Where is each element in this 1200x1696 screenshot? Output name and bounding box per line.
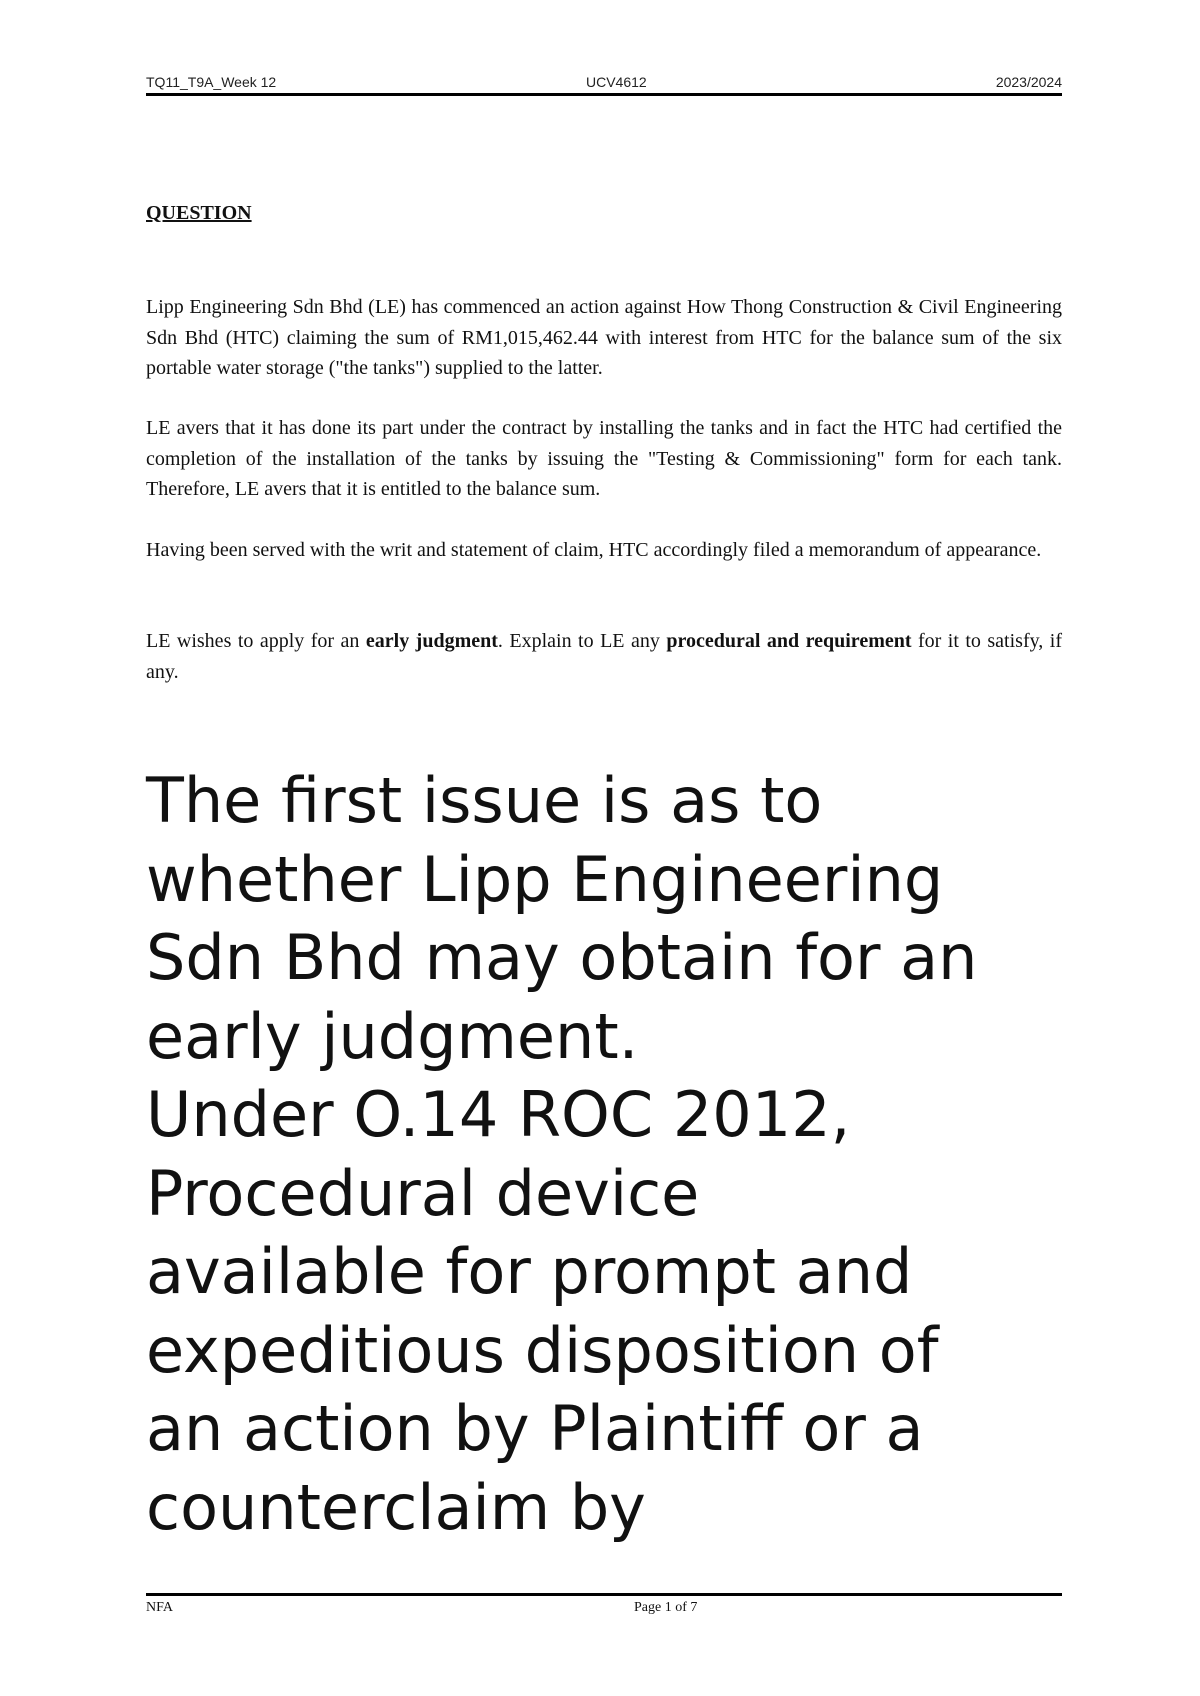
answer-line: available for prompt and <box>146 1235 913 1308</box>
question-paragraph-4 <box>146 626 1062 687</box>
question-heading: QUESTION <box>146 202 252 224</box>
header-divider <box>146 93 1062 96</box>
footer-page-number: Page 1 of 7 <box>634 1600 698 1615</box>
page-header <box>146 70 1062 94</box>
question-paragraph-1: Lipp Engineering Sdn Bhd (LE) has commenced an action against How Thong Construction & Civil Engineering Sdn Bhd (HTC) claiming the sum of RM1,015,462.44 with interest from HTC for the balance sum of the six portable water storage ("the tanks") supplied to the latter. <box>146 296 1062 379</box>
answer-text <box>146 762 1076 1547</box>
answer-line: an action by Plaintiff or a <box>146 1392 924 1465</box>
header-session: 2023/2024 <box>995 74 1062 90</box>
p4-text-e: for it to satisfy, if any. <box>146 630 1062 683</box>
p4-text-a: LE wishes to apply for an <box>146 630 366 652</box>
footer-divider <box>146 1593 1062 1596</box>
answer-line: Sdn Bhd may obtain for an <box>146 921 978 994</box>
header-subject-code: UCV4612 <box>586 74 647 90</box>
p4-bold-procedural: procedural and requirement <box>666 630 912 652</box>
p4-bold-early-judgment: early judgment <box>365 630 498 652</box>
p4-text-c: . Explain to LE any <box>497 630 667 652</box>
answer-line: Procedural device <box>146 1156 700 1230</box>
answer-line: whether Lipp Engineering <box>146 842 944 916</box>
question-paragraph-3: Having been served with the writ and statement of claim, HTC accordingly filed a memorandum of appearance. <box>146 539 1042 561</box>
question-paragraph-2: LE avers that it has done its part under the contract by installing the tanks and in fact the HTC had certified the completion of the installation of the tanks by issuing the "Testing & Commissioning" form for each tank. Therefore, LE avers that it is entitled to the balance sum. <box>146 417 1062 500</box>
header-course-code: TQ11_T9A_Week 12 <box>146 74 277 90</box>
answer-line: expeditious disposition of <box>146 1313 939 1387</box>
answer-line: early judgment. <box>146 999 639 1073</box>
footer-author: NFA <box>146 1600 173 1615</box>
answer-line: The first issue is as to <box>146 764 823 837</box>
answer-line: counterclaim by <box>146 1470 646 1544</box>
answer-line: Under O.14 ROC 2012, <box>146 1078 851 1151</box>
